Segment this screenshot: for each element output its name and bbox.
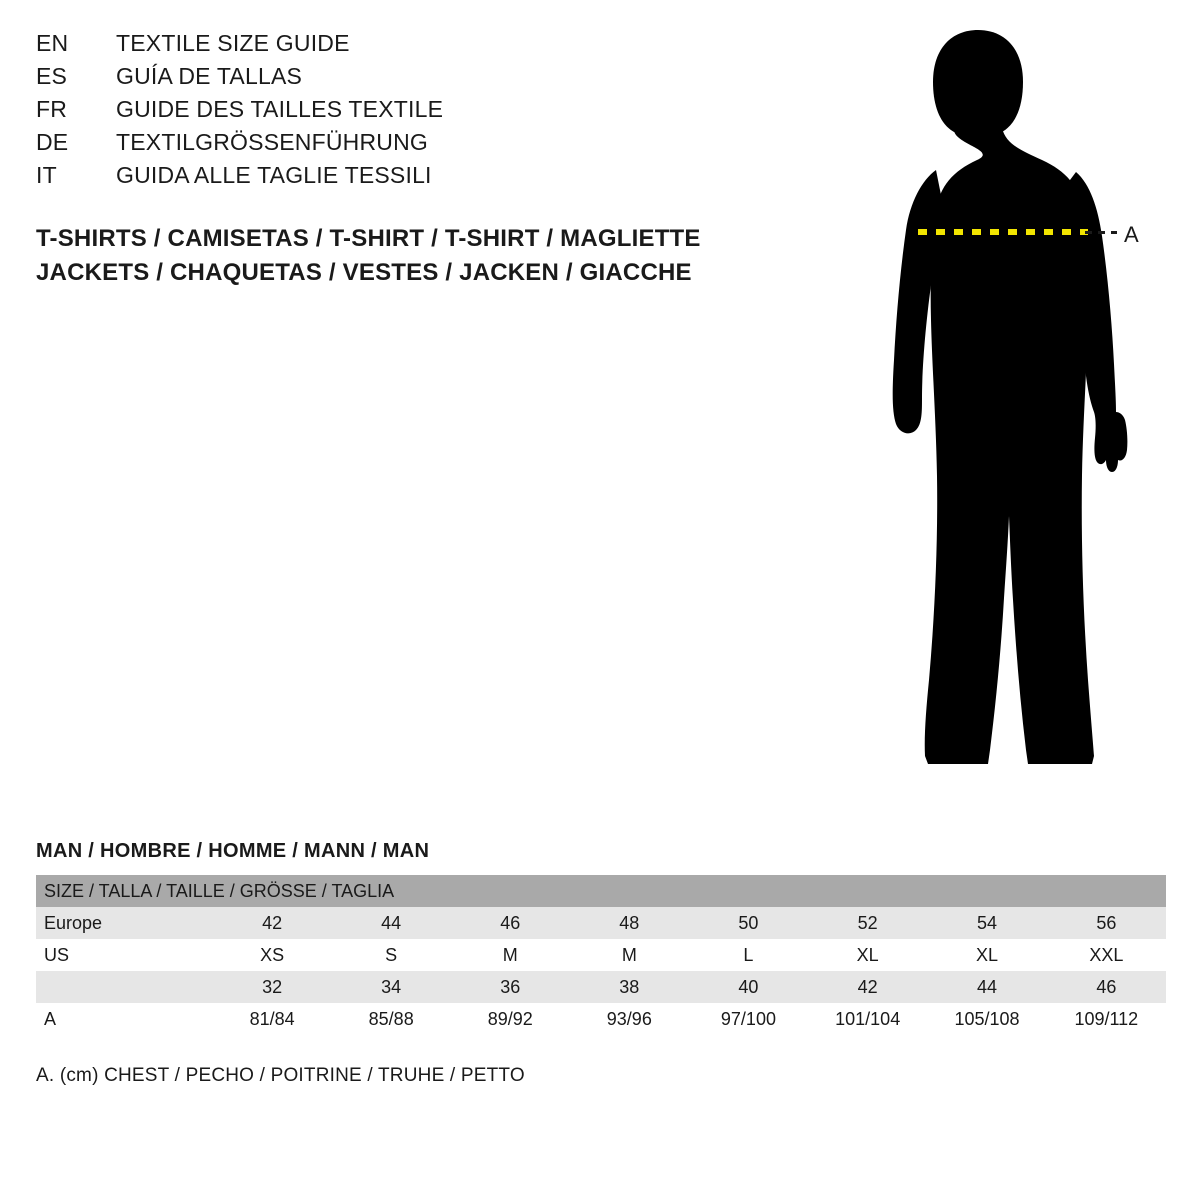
cell: 89/92 bbox=[451, 1003, 570, 1035]
cell: 109/112 bbox=[1047, 1003, 1166, 1035]
cell: 42 bbox=[808, 971, 927, 1003]
cell: XL bbox=[808, 939, 927, 971]
table-row bbox=[36, 971, 1166, 1003]
cell: M bbox=[570, 939, 689, 971]
cell: M bbox=[451, 939, 570, 971]
language-code: FR bbox=[36, 96, 68, 122]
table-row bbox=[36, 939, 1166, 971]
cell: 44 bbox=[927, 971, 1046, 1003]
cell: 81/84 bbox=[213, 1003, 332, 1035]
cell: 97/100 bbox=[689, 1003, 808, 1035]
cell: 38 bbox=[570, 971, 689, 1003]
language-row bbox=[36, 96, 736, 129]
cell: 34 bbox=[332, 971, 451, 1003]
cell: 50 bbox=[689, 907, 808, 939]
language-row bbox=[36, 162, 736, 195]
cell: 36 bbox=[451, 971, 570, 1003]
language-row bbox=[36, 63, 736, 96]
language-row bbox=[36, 30, 736, 63]
cell: 54 bbox=[927, 907, 1046, 939]
category-tshirts: T-SHIRTS / CAMISETAS / T-SHIRT / T-SHIRT / MAGLIETTE bbox=[36, 225, 701, 252]
language-code: DE bbox=[36, 129, 69, 155]
cell: 105/108 bbox=[927, 1003, 1046, 1035]
category-jackets: JACKETS / CHAQUETAS / VESTES / JACKEN / GIACCHE bbox=[36, 259, 692, 286]
row-label-blank bbox=[36, 971, 213, 1003]
cell: S bbox=[332, 939, 451, 971]
silhouette-svg bbox=[830, 20, 1170, 780]
row-label-us: US bbox=[36, 939, 213, 971]
group-title-man: MAN / HOMBRE / HOMME / MANN / MAN bbox=[36, 840, 430, 862]
language-title: TEXTILE SIZE GUIDE bbox=[116, 30, 350, 56]
language-list bbox=[36, 30, 736, 195]
cell: 32 bbox=[213, 971, 332, 1003]
language-row bbox=[36, 129, 736, 162]
language-title: GUIDA ALLE TAGLIE TESSILI bbox=[116, 162, 432, 188]
cell: 93/96 bbox=[570, 1003, 689, 1035]
size-table-section bbox=[36, 840, 1166, 1087]
category-list bbox=[36, 222, 796, 290]
cell: 85/88 bbox=[332, 1003, 451, 1035]
measure-leader-dots bbox=[1085, 231, 1117, 234]
cell: 52 bbox=[808, 907, 927, 939]
language-code: IT bbox=[36, 162, 57, 188]
cell: 42 bbox=[213, 907, 332, 939]
language-title: GUIDE DES TAILLES TEXTILE bbox=[116, 96, 444, 122]
cell: 40 bbox=[689, 971, 808, 1003]
cell: XS bbox=[213, 939, 332, 971]
cell: 46 bbox=[451, 907, 570, 939]
table-footnote: A. (cm) CHEST / PECHO / POITRINE / TRUHE / PETTO bbox=[36, 1065, 525, 1086]
size-table bbox=[36, 875, 1166, 1035]
table-header-row bbox=[36, 875, 1166, 907]
language-code: ES bbox=[36, 63, 68, 89]
cell: XXL bbox=[1047, 939, 1166, 971]
cell: 44 bbox=[332, 907, 451, 939]
row-label-europe: Europe bbox=[36, 907, 213, 939]
row-label-a: A bbox=[36, 1003, 213, 1035]
male-silhouette-figure bbox=[830, 20, 1170, 780]
language-title: GUÍA DE TALLAS bbox=[116, 63, 303, 89]
language-code: EN bbox=[36, 30, 69, 56]
cell: 48 bbox=[570, 907, 689, 939]
cell: 56 bbox=[1047, 907, 1166, 939]
cell: XL bbox=[927, 939, 1046, 971]
silhouette-body bbox=[893, 30, 1128, 764]
table-row bbox=[36, 1003, 1166, 1035]
table-row bbox=[36, 907, 1166, 939]
cell: 46 bbox=[1047, 971, 1166, 1003]
measure-label-a: A bbox=[1124, 222, 1139, 247]
table-header-label: SIZE / TALLA / TAILLE / GRÖSSE / TAGLIA bbox=[36, 875, 1166, 907]
cell: L bbox=[689, 939, 808, 971]
cell: 101/104 bbox=[808, 1003, 927, 1035]
language-title: TEXTILGRÖSSENFÜHRUNG bbox=[116, 129, 428, 155]
